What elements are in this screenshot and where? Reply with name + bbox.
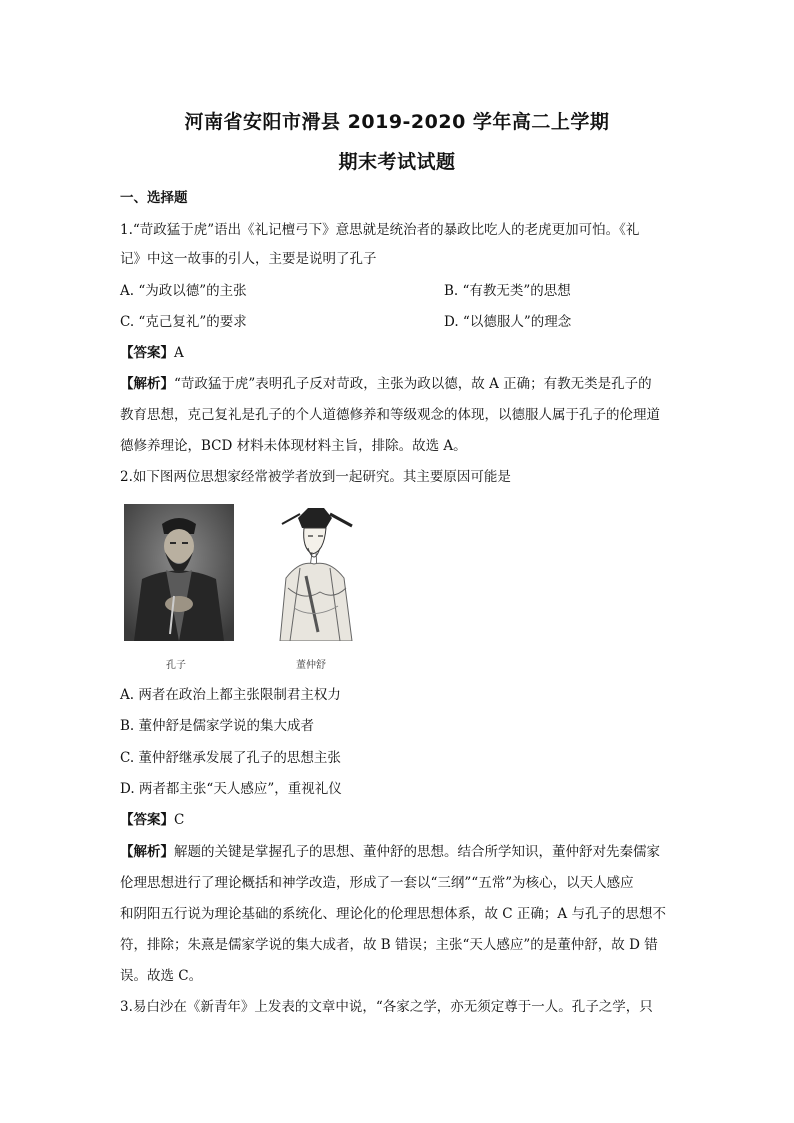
q2-analysis-line3: 和阴阳五行说为理论基础的系统化、理论化的伦理思想体系，故 C 正确；A 与孔子的思想不 — [120, 906, 666, 922]
q1-option-c: C. “克己复礼”的要求 — [120, 314, 247, 330]
section-heading: 一、选择题 — [120, 190, 188, 206]
q2-option-d: D. 两者都主张“天人感应”，重视礼仪 — [120, 781, 342, 797]
q2-answer-value: C — [174, 812, 185, 828]
q2-analysis-text1: 解题的关键是掌握孔子的思想、董仲舒的思想。结合所学知识，董仲舒对先秦儒家 — [174, 844, 660, 860]
figure-caption-left: 孔子 — [166, 660, 186, 671]
q1-analysis-line2: 教育思想，克己复礼是孔子的个人道德修养和等级观念的体现，以德服人属于孔子的伦理道 — [120, 407, 660, 423]
q2-option-a: A. 两者在政治上都主张限制君主权力 — [120, 687, 341, 703]
q1-option-d: D. “以德服人”的理念 — [444, 314, 572, 330]
q2-option-b: B. 董仲舒是儒家学说的集大成者 — [120, 718, 315, 734]
q1-option-b: B. “有教无类”的思想 — [444, 283, 571, 299]
q1-answer — [120, 344, 680, 362]
q1-stem-line1: 1.“苛政猛于虎”语出《礼记檀弓下》意思就是统治者的暴政比吃人的老虎更加可怕。《礼 — [120, 222, 640, 238]
q2-answer — [120, 811, 680, 829]
q1-analysis-label: 【解析】 — [120, 376, 174, 392]
q2-answer-label: 【答案】 — [120, 812, 174, 828]
q2-analysis-line1 — [120, 843, 680, 861]
q2-analysis-line2: 伦理思想进行了理论概括和神学改造，形成了一套以“三纲”“五常”为核心，以天人感应 — [120, 875, 634, 891]
figure-caption-right: 董仲舒 — [296, 660, 326, 671]
q1-analysis-text1: “苛政猛于虎”表明孔子反对苛政，主张为政以德，故 A 正确；有教无类是孔子的 — [174, 376, 652, 392]
q1-answer-label: 【答案】 — [120, 345, 174, 361]
q1-analysis-line3: 德修养理论，BCD 材料未体现材料主旨，排除。故选 A。 — [120, 438, 467, 454]
q1-answer-value: A — [174, 345, 184, 361]
q3-stem-line1: 3.易白沙在《新青年》上发表的文章中说，“各家之学，亦无须定尊于一人。孔子之学，只 — [120, 999, 653, 1015]
q2-analysis-label: 【解析】 — [120, 844, 174, 860]
q2-option-c: C. 董仲舒继承发展了孔子的思想主张 — [120, 750, 341, 766]
q2-analysis-line5: 误。故选 C。 — [120, 968, 203, 984]
q2-stem: 2.如下图两位思想家经常被学者放到一起研究。其主要原因可能是 — [120, 469, 511, 485]
confucius-portrait-image — [124, 504, 234, 641]
dong-zhongshu-portrait-image — [260, 504, 370, 641]
q1-analysis-line1 — [120, 375, 680, 393]
document-title-line1: 河南省安阳市滑县 2019-2020 学年高二上学期 — [184, 111, 610, 133]
q1-stem-line2: 记》中这一故事的引人，主要是说明了孔子 — [120, 251, 377, 267]
q2-analysis-line4: 符，排除；朱熹是儒家学说的集大成者，故 B 错误；主张“天人感应”的是董仲舒，故 D 错 — [120, 937, 658, 953]
q1-option-a: A. “为政以德”的主张 — [120, 283, 247, 299]
document-title-line2: 期末考试试题 — [338, 151, 456, 173]
